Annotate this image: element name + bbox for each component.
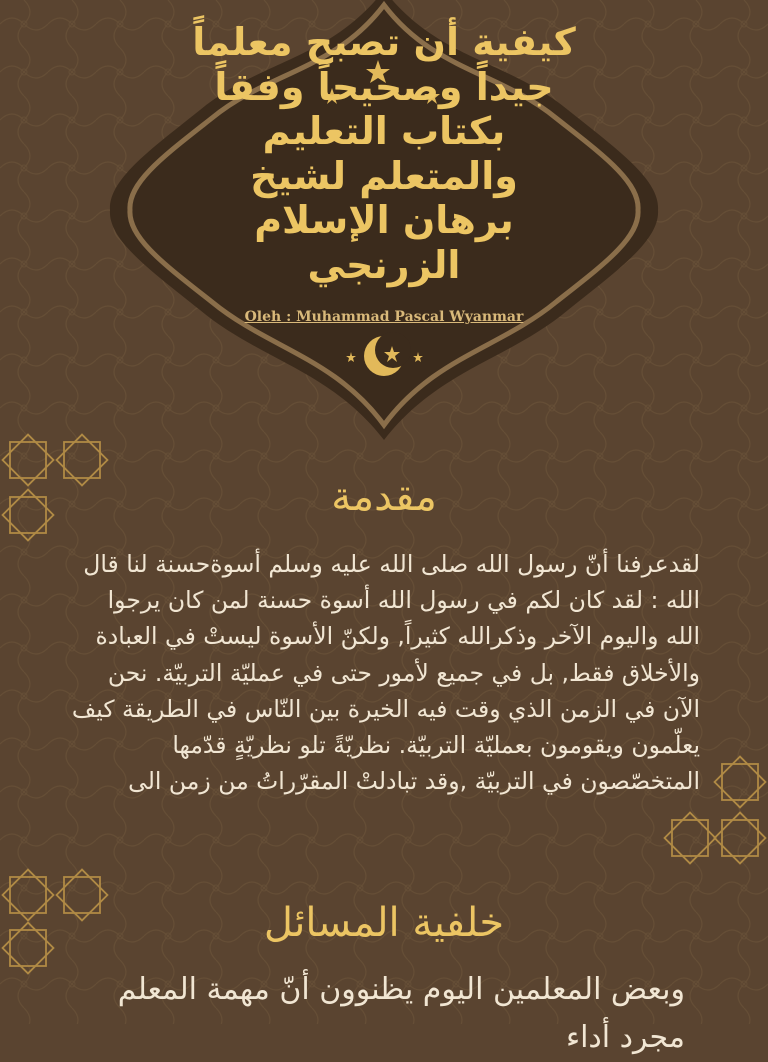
- section-heading-background: خلفية المسائل: [263, 900, 505, 946]
- background-paragraph: وبعض المعلمين اليوم يظنوون أنّ مهمة المعلم مجرد أداء: [117, 972, 685, 1055]
- section-heading-introduction: مقدمة: [331, 474, 437, 520]
- author-line: Oleh : Muhammad Pascal Wyanmar: [244, 309, 524, 325]
- document-title: كيفية أن تصبح معلماً جيداً وصحيحاً وفقاً بكتاب التعليم والمتعلم لشيخ برهان الإسلام الزرنجي: [192, 20, 576, 287]
- introduction-paragraph: لقدعرفنا أنّ رسول الله صلى الله عليه وسلم أسوةحسنة لنا قال الله : لقد كان لكم في رسول الله أسوة حسنة لمن كان يرجوا الله واليوم الآخر وذكرالله كثيراً, ولكنّ الأسوة ليستْ في العبادة والأخلاق فقط, بل في جميع لأمور حتى في عمليّة التربيّة. نحن الآن في الزمن الذي وقت فيه الخيرة بين النّاس في الطريقة كيف يعلّمون ويقومون بعمليّة التربيّة. نظريّةً تلو نظريّةٍ قدّمها المتخصّصون في التربيّة ,وقد تبادلتْ المقرّراتُ من زمن الى: [71, 550, 700, 796]
